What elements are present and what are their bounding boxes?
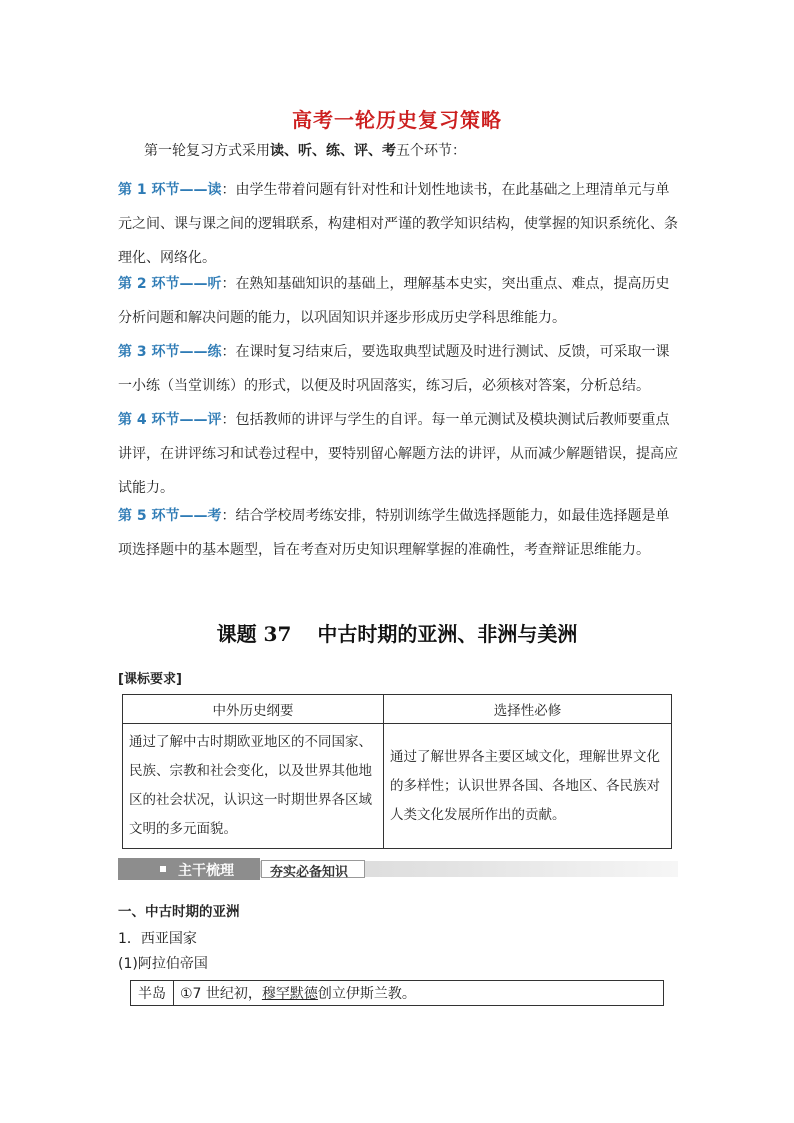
stage-text: ：在熟知基础知识的基础上，理解基本史实，突出重点、难点，提高历史分析问题和解决问题的能力，以巩固知识并逐步形成历史学科思维能力。: [118, 276, 670, 326]
section-banner: [118, 858, 678, 880]
stage-label: 第 1 环节——读: [118, 182, 222, 198]
page-title: 高考一轮历史复习策略: [292, 108, 502, 132]
banner-sub-label: 夯实必备知识: [270, 865, 349, 880]
stage-label: 第 5 环节——考: [118, 508, 222, 524]
table-row: [123, 724, 672, 849]
content-table: [130, 980, 664, 1006]
stage-label: 第 2 环节——听: [118, 276, 222, 292]
stage-text: ：结合学校周考练安排，特别训练学生做选择题能力，如最佳选择题是单项选择题中的基本题型，旨在考查对历史知识理解掌握的准确性，考查辩证思维能力。: [118, 508, 670, 558]
table-header-row: [123, 695, 672, 724]
table-cell: 通过了解世界各主要区域文化，理解世界文化的多样性；认识世界各国、各地区、各民族对人类文化发展所作出的贡献。: [384, 724, 672, 849]
lesson-number: 课题 37: [216, 622, 292, 646]
requirements-label: [课标要求]: [118, 672, 182, 687]
column-header: 中外历史纲要: [123, 695, 384, 724]
stage-paragraph-5: [118, 499, 678, 567]
lesson-title: [0, 618, 794, 647]
outline-heading-1: 一、中古时期的亚洲: [118, 904, 240, 920]
stage-paragraph-1: [118, 173, 678, 275]
stage-paragraph-3: [118, 335, 678, 403]
stage-paragraph-2: [118, 267, 678, 335]
square-bullet-icon: [160, 866, 166, 872]
stage-text: ：包括教师的讲评与学生的自评。每一单元测试及模块测试后教师要重点讲评，在讲评练习和试卷过程中，要特别留心解题方法的讲评，从而减少解题错误，提高应试能力。: [118, 412, 678, 496]
intro-line: [144, 140, 466, 160]
stage-paragraph-4: [118, 403, 678, 505]
underlined-term: 穆罕默德: [261, 986, 318, 1002]
lesson-name: 中古时期的亚洲、非洲与美洲: [317, 622, 578, 646]
outline-heading-2: 1．西亚国家: [118, 931, 197, 947]
intro-suffix: 五个环节：: [396, 143, 466, 159]
requirements-table: [122, 694, 672, 849]
table-cell: 通过了解中古时期欧亚地区的不同国家、民族、宗教和社会变化，以及世界其他地区的社会状况，认识这一时期世界各区域文明的多元面貌。: [123, 724, 384, 849]
intro-prefix: 第一轮复习方式采用: [144, 143, 270, 159]
column-header: 选择性必修: [384, 695, 672, 724]
stage-text: ：由学生带着问题有针对性和计划性地读书，在此基础之上理清单元与单元之间、课与课之间的逻辑联系，构建相对严谨的教学知识结构，使掌握的知识系统化、条理化、网络化。: [118, 182, 678, 266]
outline-heading-3: (1)阿拉伯帝国: [118, 956, 208, 972]
stage-text: ：在课时复习结束后，要选取典型试题及时进行测试、反馈，可采取一课一小练（当堂训练）的形式，以便及时巩固落实，练习后，必须核对答案，分析总结。: [118, 344, 670, 394]
banner-main-label: 主干梳理: [178, 863, 234, 879]
table-cell-value: [174, 981, 664, 1006]
value-suffix: 创立伊斯兰教。: [317, 986, 416, 1002]
stage-label: 第 4 环节——评: [118, 412, 222, 428]
value-prefix: ①7 世纪初，: [180, 986, 262, 1002]
stage-label: 第 3 环节——练: [118, 344, 222, 360]
table-cell-key: 半岛: [131, 981, 174, 1006]
intro-emphasis: 读、听、练、评、考: [270, 143, 396, 159]
table-row: [131, 981, 664, 1006]
